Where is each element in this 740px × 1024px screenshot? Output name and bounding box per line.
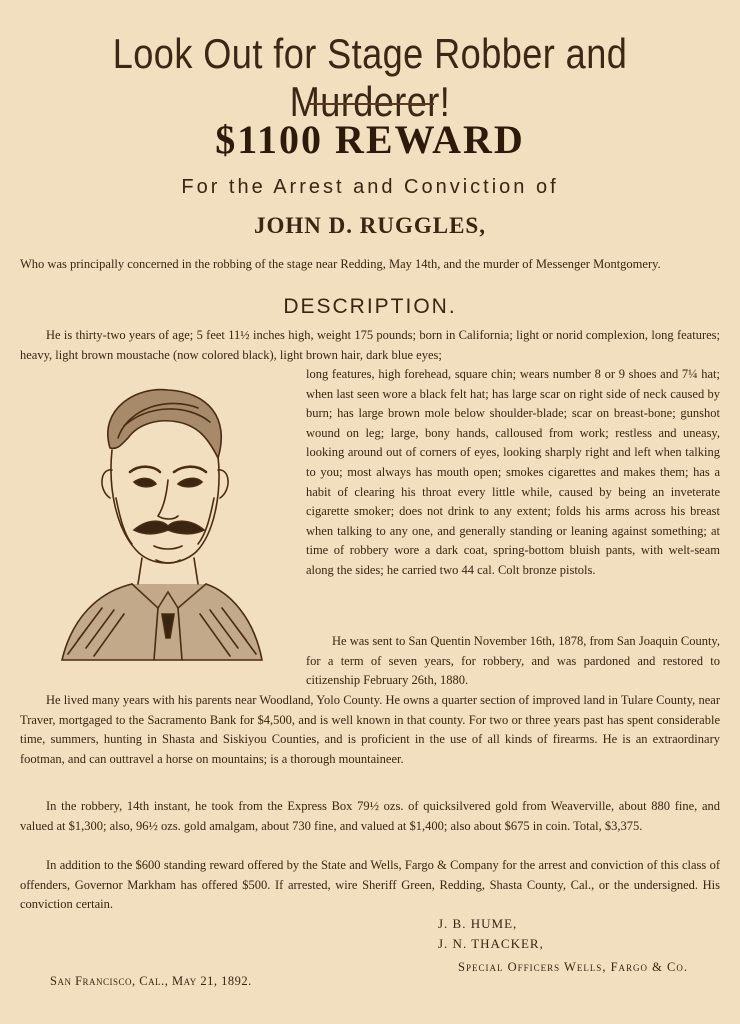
signature-title: Special Officers Wells, Fargo & Co. <box>458 960 688 974</box>
fugitive-name: JOHN D. RUGGLES, <box>254 213 486 238</box>
signature-thacker: J. N. THACKER, <box>438 936 544 951</box>
reward-details-paragraph: In addition to the $600 standing reward offered by the State and Wells, Fargo & Company for the arrest and conviction of this class of offenders, Governor Markham has offered $500. If arrested, wire Sheriff Green, Redding, Shasta County, Cal., or the undersigned. His conviction certain. <box>20 858 720 912</box>
description-heading: DESCRIPTION. <box>283 295 457 318</box>
dateline: San Francisco, Cal., May 21, 1892. <box>50 974 252 988</box>
headline-divider <box>308 103 434 105</box>
background-paragraph: He lived many years with his parents near Woodland, Yolo County. He owns a quarter section of improved land in Tulare County, near Traver, mortgaged to the Sacramento Bank for $4,500, and is well known in that county. For two or three years past has spent considerable time, summers, hunting in Shasta and Siskiyou Counties, and is proficient in the use of all kinds of firearms. He is an extraordinary footman, and can outtravel a horse on mountains; is a thorough mountaineer. <box>20 693 720 766</box>
fugitive-portrait-engraving <box>58 378 266 668</box>
description-paragraph-2: long features, high forehead, square chin; wears number 8 or 9 shoes and 7¼ hat; when last seen wore a black felt hat; has large scar on right side of neck caused by burn; has large brown mole below shoulder-blade; scar on breast-bone; gunshot wound on leg; large, bony hands, calloused from work; restless and uneasy, looking around out of corners of eyes, looking sharply right and left when talking to you; most always has mouth open; smokes cigarettes and makes them; has a habit of clearing his throat every little while, caused by being an inveterate cigarette smoker; does not drink to any extent; folds his arms across his breast when talking to any one, and generally standing or leaning against something; at time of robbery wore a dark coat, spring-bottom bluish pants, with welt-seam along the sides; he carried two 44 cal. Colt bronze pistols. <box>306 367 720 577</box>
signature-hume: J. B. HUME, <box>438 916 518 931</box>
arrest-subtitle: For the Arrest and Conviction of <box>181 176 559 198</box>
robbery-paragraph: In the robbery, 14th instant, he took from the Express Box 79½ ozs. of quicksilvered gold from Weaverville, about 880 fine, and valued at $1,300; also, 96½ ozs. gold amalgam, about 730 fine, and valued at $1,400; also about $675 in coin. Total, $3,375. <box>20 799 720 833</box>
description-paragraph-3: He was sent to San Quentin November 16th, 1878, from San Joaquin County, for a term of seven years, for robbery, and was pardoned and restored to citizenship February 26th, 1880. <box>306 634 720 688</box>
poster-headline: Look Out for Stage Robber and Murderer! <box>112 30 628 125</box>
reward-amount: $1100 REWARD <box>215 117 525 162</box>
crime-summary: Who was principally concerned in the robbing of the stage near Redding, May 14th, and the murder of Messenger Montgomery. <box>20 257 661 271</box>
description-paragraph-1: He is thirty-two years of age; 5 feet 11½ inches high, weight 175 pounds; born in California; light or norid complexion, long features; heavy, light brown moustache (now colored black), light brown hair, dark blue eyes; <box>20 328 720 362</box>
